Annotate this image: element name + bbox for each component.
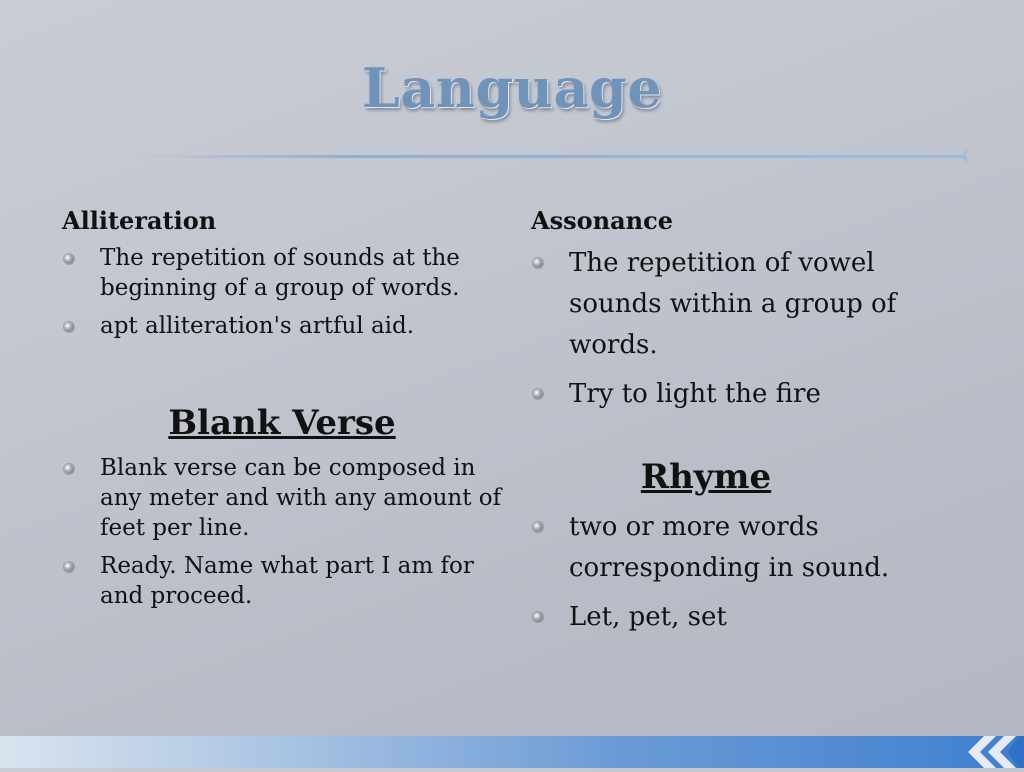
bullet-text: Try to light the fire [569, 379, 821, 409]
slide-title: Language [361, 56, 663, 120]
rhyme-list [531, 507, 971, 638]
bullet-icon [64, 464, 74, 474]
list-item [62, 551, 502, 611]
bullet-text: two or more words corresponding in sound. [569, 512, 890, 583]
bullet-icon [533, 612, 543, 622]
list-item [531, 243, 971, 366]
right-column [531, 198, 971, 646]
bullet-text: Ready. Name what part I am for and proceed. [100, 553, 474, 609]
bullet-text: Let, pet, set [569, 602, 727, 632]
left-column [62, 198, 502, 619]
blank-verse-heading: Blank Verse [168, 403, 396, 443]
rhyme-heading: Rhyme [640, 457, 772, 497]
double-chevron-left-icon [954, 736, 1024, 768]
list-item [62, 243, 502, 303]
alliteration-list [62, 243, 502, 341]
bullet-text: apt alliteration's artful aid. [100, 313, 415, 339]
list-item [531, 374, 971, 415]
assonance-list [531, 243, 971, 415]
bullet-icon [64, 322, 74, 332]
bullet-text: The repetition of sounds at the beginning of a group of words. [100, 245, 460, 301]
list-item [62, 453, 502, 543]
bullet-icon [533, 389, 543, 399]
alliteration-heading: Alliteration [62, 206, 217, 235]
bullet-icon [64, 254, 74, 264]
assonance-heading: Assonance [531, 206, 673, 235]
bullet-text: Blank verse can be composed in any meter and with any amount of feet per line. [100, 455, 502, 541]
bullet-icon [533, 522, 543, 532]
title-divider [140, 155, 965, 158]
blank-verse-list [62, 453, 502, 611]
bullet-text: The repetition of vowel sounds within a group of words. [569, 248, 897, 360]
list-item [531, 507, 971, 589]
bullet-icon [533, 258, 543, 268]
list-item [62, 311, 502, 341]
divider-end-cap [964, 148, 974, 164]
bullet-icon [64, 562, 74, 572]
list-item [531, 597, 971, 638]
footer-band [0, 736, 1024, 768]
